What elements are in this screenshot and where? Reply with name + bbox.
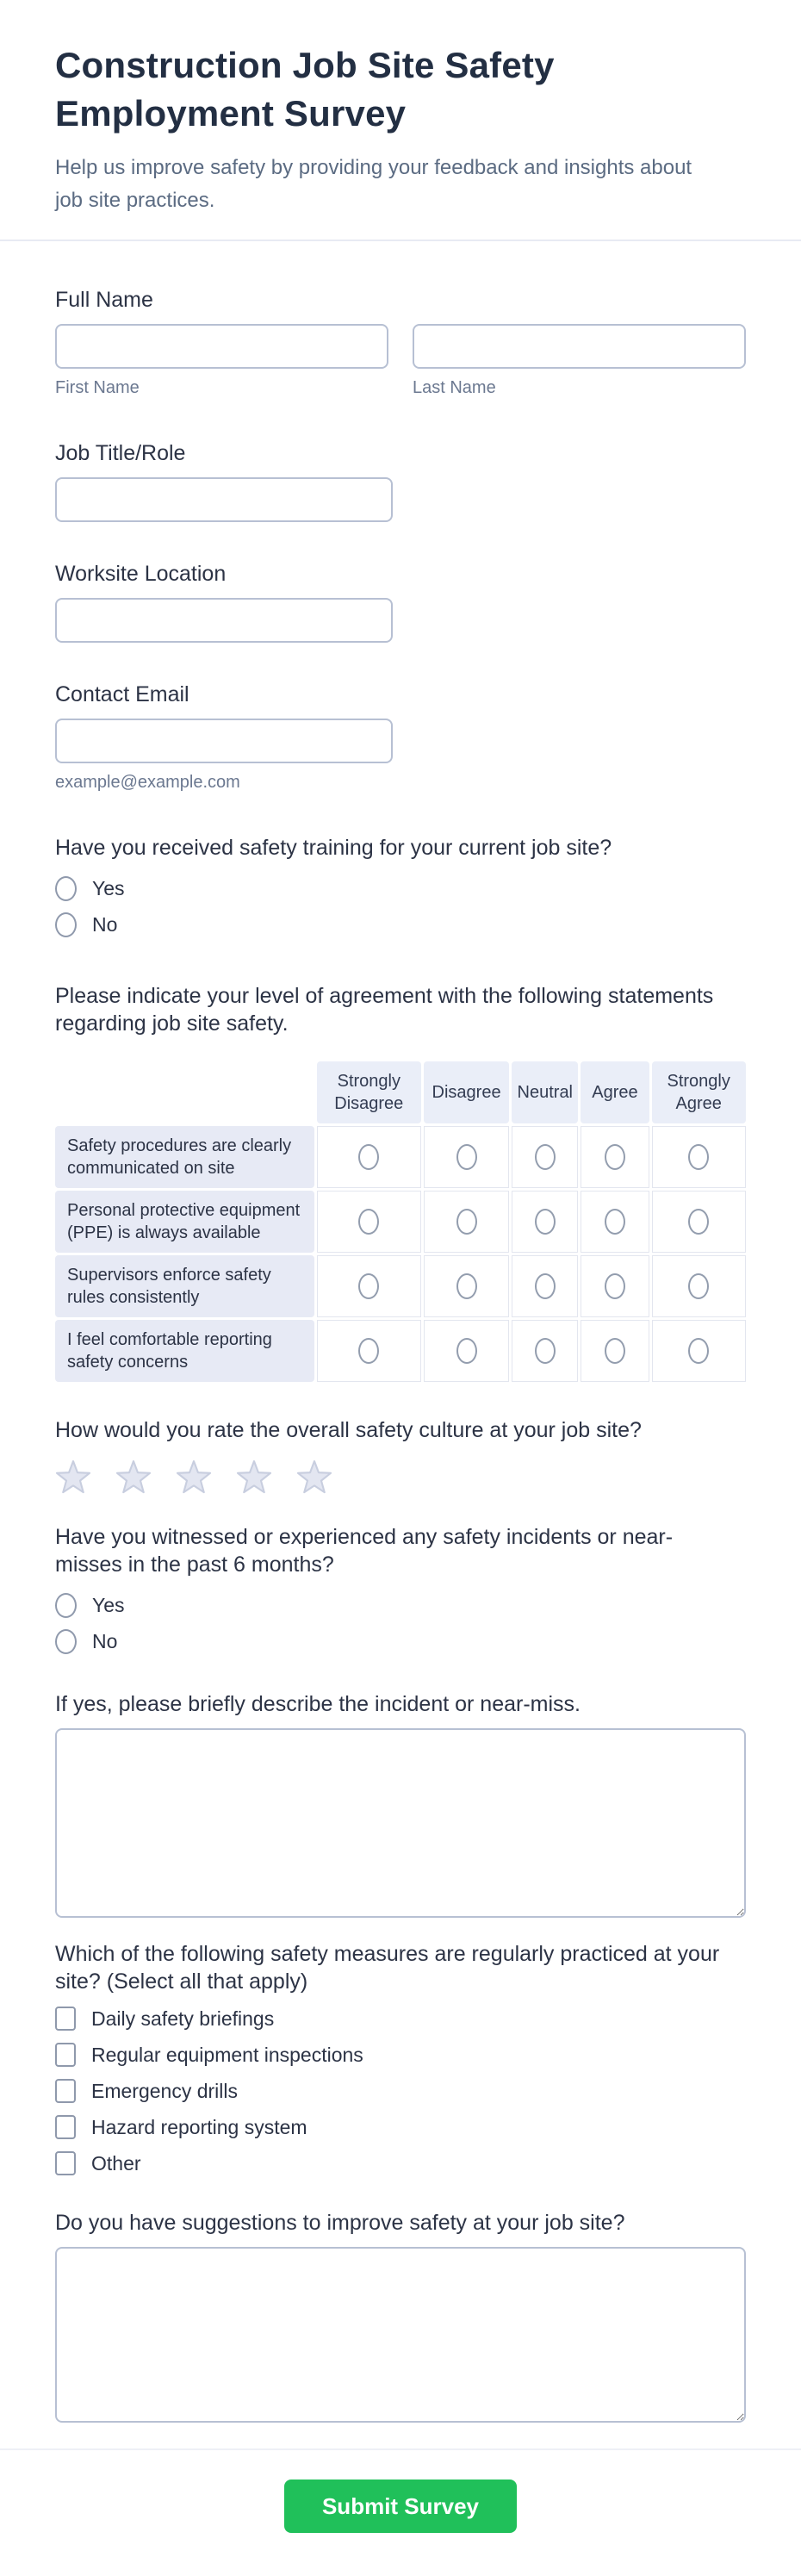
- suggestions-textarea[interactable]: [55, 2247, 746, 2423]
- question-incident-describe: [55, 1690, 746, 1918]
- incidents-option-yes[interactable]: [55, 1590, 746, 1620]
- field-email: [55, 681, 746, 793]
- question-incidents: [55, 1523, 746, 1656]
- training-question-label: Have you received safety training for your current job site?: [55, 836, 612, 860]
- matrix-radio-cell[interactable]: [512, 1191, 578, 1253]
- form-body: [0, 286, 801, 2423]
- radio-icon[interactable]: [535, 1273, 556, 1299]
- email-input[interactable]: [55, 719, 393, 763]
- incident-describe-label: If yes, please briefly describe the incident or near-miss.: [55, 1692, 581, 1716]
- email-sublabel: example@example.com: [55, 773, 240, 792]
- question-training: [55, 834, 746, 939]
- matrix-radio-cell[interactable]: [424, 1126, 509, 1188]
- matrix-question-label: Please indicate your level of agreement with the following statements regarding job site safety.: [55, 984, 714, 1036]
- option-label: Hazard reporting system: [91, 2115, 307, 2138]
- radio-icon[interactable]: [55, 1629, 77, 1654]
- form-header: [0, 0, 801, 241]
- radio-icon[interactable]: [55, 912, 77, 937]
- matrix-radio-cell[interactable]: [512, 1126, 578, 1188]
- matrix-col-header: Disagree: [424, 1061, 509, 1123]
- matrix-row-label: Safety procedures are clearly communicated on site: [55, 1126, 314, 1188]
- measures-question-label: Which of the following safety measures are regularly practiced at your site? (Select all that apply): [55, 1942, 720, 1994]
- training-options: [55, 874, 746, 939]
- radio-icon[interactable]: [605, 1144, 625, 1170]
- matrix-radio-cell[interactable]: [652, 1255, 746, 1317]
- radio-icon[interactable]: [358, 1338, 379, 1364]
- matrix-radio-cell[interactable]: [581, 1126, 649, 1188]
- star-icon[interactable]: [115, 1459, 152, 1497]
- option-label: Yes: [92, 876, 125, 899]
- checkbox-icon[interactable]: [55, 2007, 76, 2031]
- suggestions-question-label: Do you have suggestions to improve safety at your job site?: [55, 2211, 625, 2235]
- first-name-sublabel: First Name: [55, 378, 140, 397]
- job-title-label: Job Title/Role: [55, 441, 186, 465]
- matrix-radio-cell[interactable]: [581, 1255, 649, 1317]
- incidents-option-no[interactable]: [55, 1627, 746, 1656]
- field-worksite: [55, 560, 746, 643]
- option-label: Daily safety briefings: [91, 2007, 275, 2030]
- matrix-row-label: Supervisors enforce safety rules consistently: [55, 1255, 314, 1317]
- option-label: Yes: [92, 1593, 125, 1616]
- matrix-row-label: I feel comfortable reporting safety concerns: [55, 1320, 314, 1382]
- option-label: Regular equipment inspections: [91, 2043, 363, 2066]
- matrix-corner-cell: [55, 1061, 314, 1123]
- worksite-label: Worksite Location: [55, 562, 227, 586]
- measures-option[interactable]: [55, 2040, 746, 2069]
- radio-icon[interactable]: [688, 1338, 709, 1364]
- measures-options: [55, 2004, 746, 2178]
- matrix-radio-cell[interactable]: [317, 1255, 421, 1317]
- option-label: No: [92, 1629, 118, 1652]
- radio-icon[interactable]: [456, 1273, 477, 1299]
- option-label: Emergency drills: [91, 2079, 238, 2102]
- radio-icon[interactable]: [358, 1273, 379, 1299]
- radio-icon[interactable]: [456, 1209, 477, 1235]
- matrix-radio-cell[interactable]: [512, 1255, 578, 1317]
- matrix-radio-cell[interactable]: [581, 1191, 649, 1253]
- checkbox-icon[interactable]: [55, 2043, 76, 2067]
- full-name-inputs: [55, 324, 746, 398]
- radio-icon[interactable]: [456, 1144, 477, 1170]
- matrix-col-header: Agree: [581, 1061, 649, 1123]
- training-option-yes[interactable]: [55, 874, 746, 903]
- question-suggestions: [55, 2209, 746, 2423]
- rating-question-label: How would you rate the overall safety culture at your job site?: [55, 1418, 642, 1442]
- star-icon[interactable]: [55, 1459, 91, 1497]
- last-name-sublabel: Last Name: [413, 378, 496, 397]
- agreement-matrix-table: [55, 1061, 746, 1382]
- matrix-radio-cell[interactable]: [581, 1320, 649, 1382]
- incidents-options: [55, 1590, 746, 1656]
- question-matrix: [55, 982, 746, 1382]
- matrix-radio-cell[interactable]: [317, 1191, 421, 1253]
- submit-button[interactable]: Submit Survey: [284, 2480, 517, 2533]
- form-title: Construction Job Site Safety Employment Survey: [55, 45, 555, 134]
- option-label: Other: [91, 2151, 141, 2175]
- matrix-col-header: Neutral: [512, 1061, 578, 1123]
- measures-option[interactable]: [55, 2076, 746, 2106]
- matrix-col-header: Strongly Agree: [652, 1061, 746, 1123]
- worksite-input[interactable]: [55, 598, 393, 643]
- full-name-label: Full Name: [55, 288, 153, 312]
- radio-icon[interactable]: [358, 1144, 379, 1170]
- radio-icon[interactable]: [688, 1273, 709, 1299]
- checkbox-icon[interactable]: [55, 2115, 76, 2139]
- matrix-radio-cell[interactable]: [424, 1255, 509, 1317]
- form-footer: [0, 2448, 801, 2576]
- checkbox-icon[interactable]: [55, 2151, 76, 2175]
- radio-icon[interactable]: [456, 1338, 477, 1364]
- last-name-col: [413, 324, 746, 398]
- matrix-radio-cell[interactable]: [512, 1320, 578, 1382]
- star-icon[interactable]: [236, 1459, 272, 1497]
- radio-icon[interactable]: [55, 876, 77, 901]
- checkbox-icon[interactable]: [55, 2079, 76, 2103]
- training-option-no[interactable]: [55, 910, 746, 939]
- star-rating: [55, 1459, 746, 1497]
- job-title-input[interactable]: [55, 477, 393, 522]
- question-rating: [55, 1416, 746, 1497]
- email-label: Contact Email: [55, 682, 189, 706]
- radio-icon[interactable]: [688, 1144, 709, 1170]
- radio-icon[interactable]: [605, 1273, 625, 1299]
- field-full-name: [55, 286, 746, 398]
- matrix-col-header: Strongly Disagree: [317, 1061, 421, 1123]
- measures-option[interactable]: [55, 2004, 746, 2033]
- matrix-row-label: Personal protective equipment (PPE) is always available: [55, 1191, 314, 1253]
- radio-icon[interactable]: [535, 1209, 556, 1235]
- option-label: No: [92, 912, 118, 936]
- measures-option[interactable]: [55, 2149, 746, 2178]
- last-name-input[interactable]: [413, 324, 746, 369]
- field-job-title: [55, 439, 746, 522]
- radio-icon[interactable]: [688, 1209, 709, 1235]
- radio-icon[interactable]: [535, 1338, 556, 1364]
- matrix-radio-cell[interactable]: [424, 1191, 509, 1253]
- matrix-radio-cell[interactable]: [652, 1320, 746, 1382]
- radio-icon[interactable]: [358, 1209, 379, 1235]
- star-icon[interactable]: [176, 1459, 212, 1497]
- matrix-radio-cell[interactable]: [652, 1126, 746, 1188]
- matrix-radio-cell[interactable]: [317, 1126, 421, 1188]
- measures-option[interactable]: [55, 2112, 746, 2142]
- incidents-question-label: Have you witnessed or experienced any safety incidents or near-misses in the past 6 months?: [55, 1525, 674, 1577]
- matrix-radio-cell[interactable]: [317, 1320, 421, 1382]
- radio-icon[interactable]: [535, 1144, 556, 1170]
- radio-icon[interactable]: [605, 1338, 625, 1364]
- form-subtitle: Help us improve safety by providing your feedback and insights about job site practices.: [55, 156, 692, 212]
- radio-icon[interactable]: [55, 1593, 77, 1618]
- first-name-col: [55, 324, 388, 398]
- first-name-input[interactable]: [55, 324, 388, 369]
- matrix-radio-cell[interactable]: [652, 1191, 746, 1253]
- radio-icon[interactable]: [605, 1209, 625, 1235]
- question-measures: [55, 1940, 746, 2178]
- matrix-radio-cell[interactable]: [424, 1320, 509, 1382]
- incident-describe-textarea[interactable]: [55, 1728, 746, 1918]
- star-icon[interactable]: [296, 1459, 332, 1497]
